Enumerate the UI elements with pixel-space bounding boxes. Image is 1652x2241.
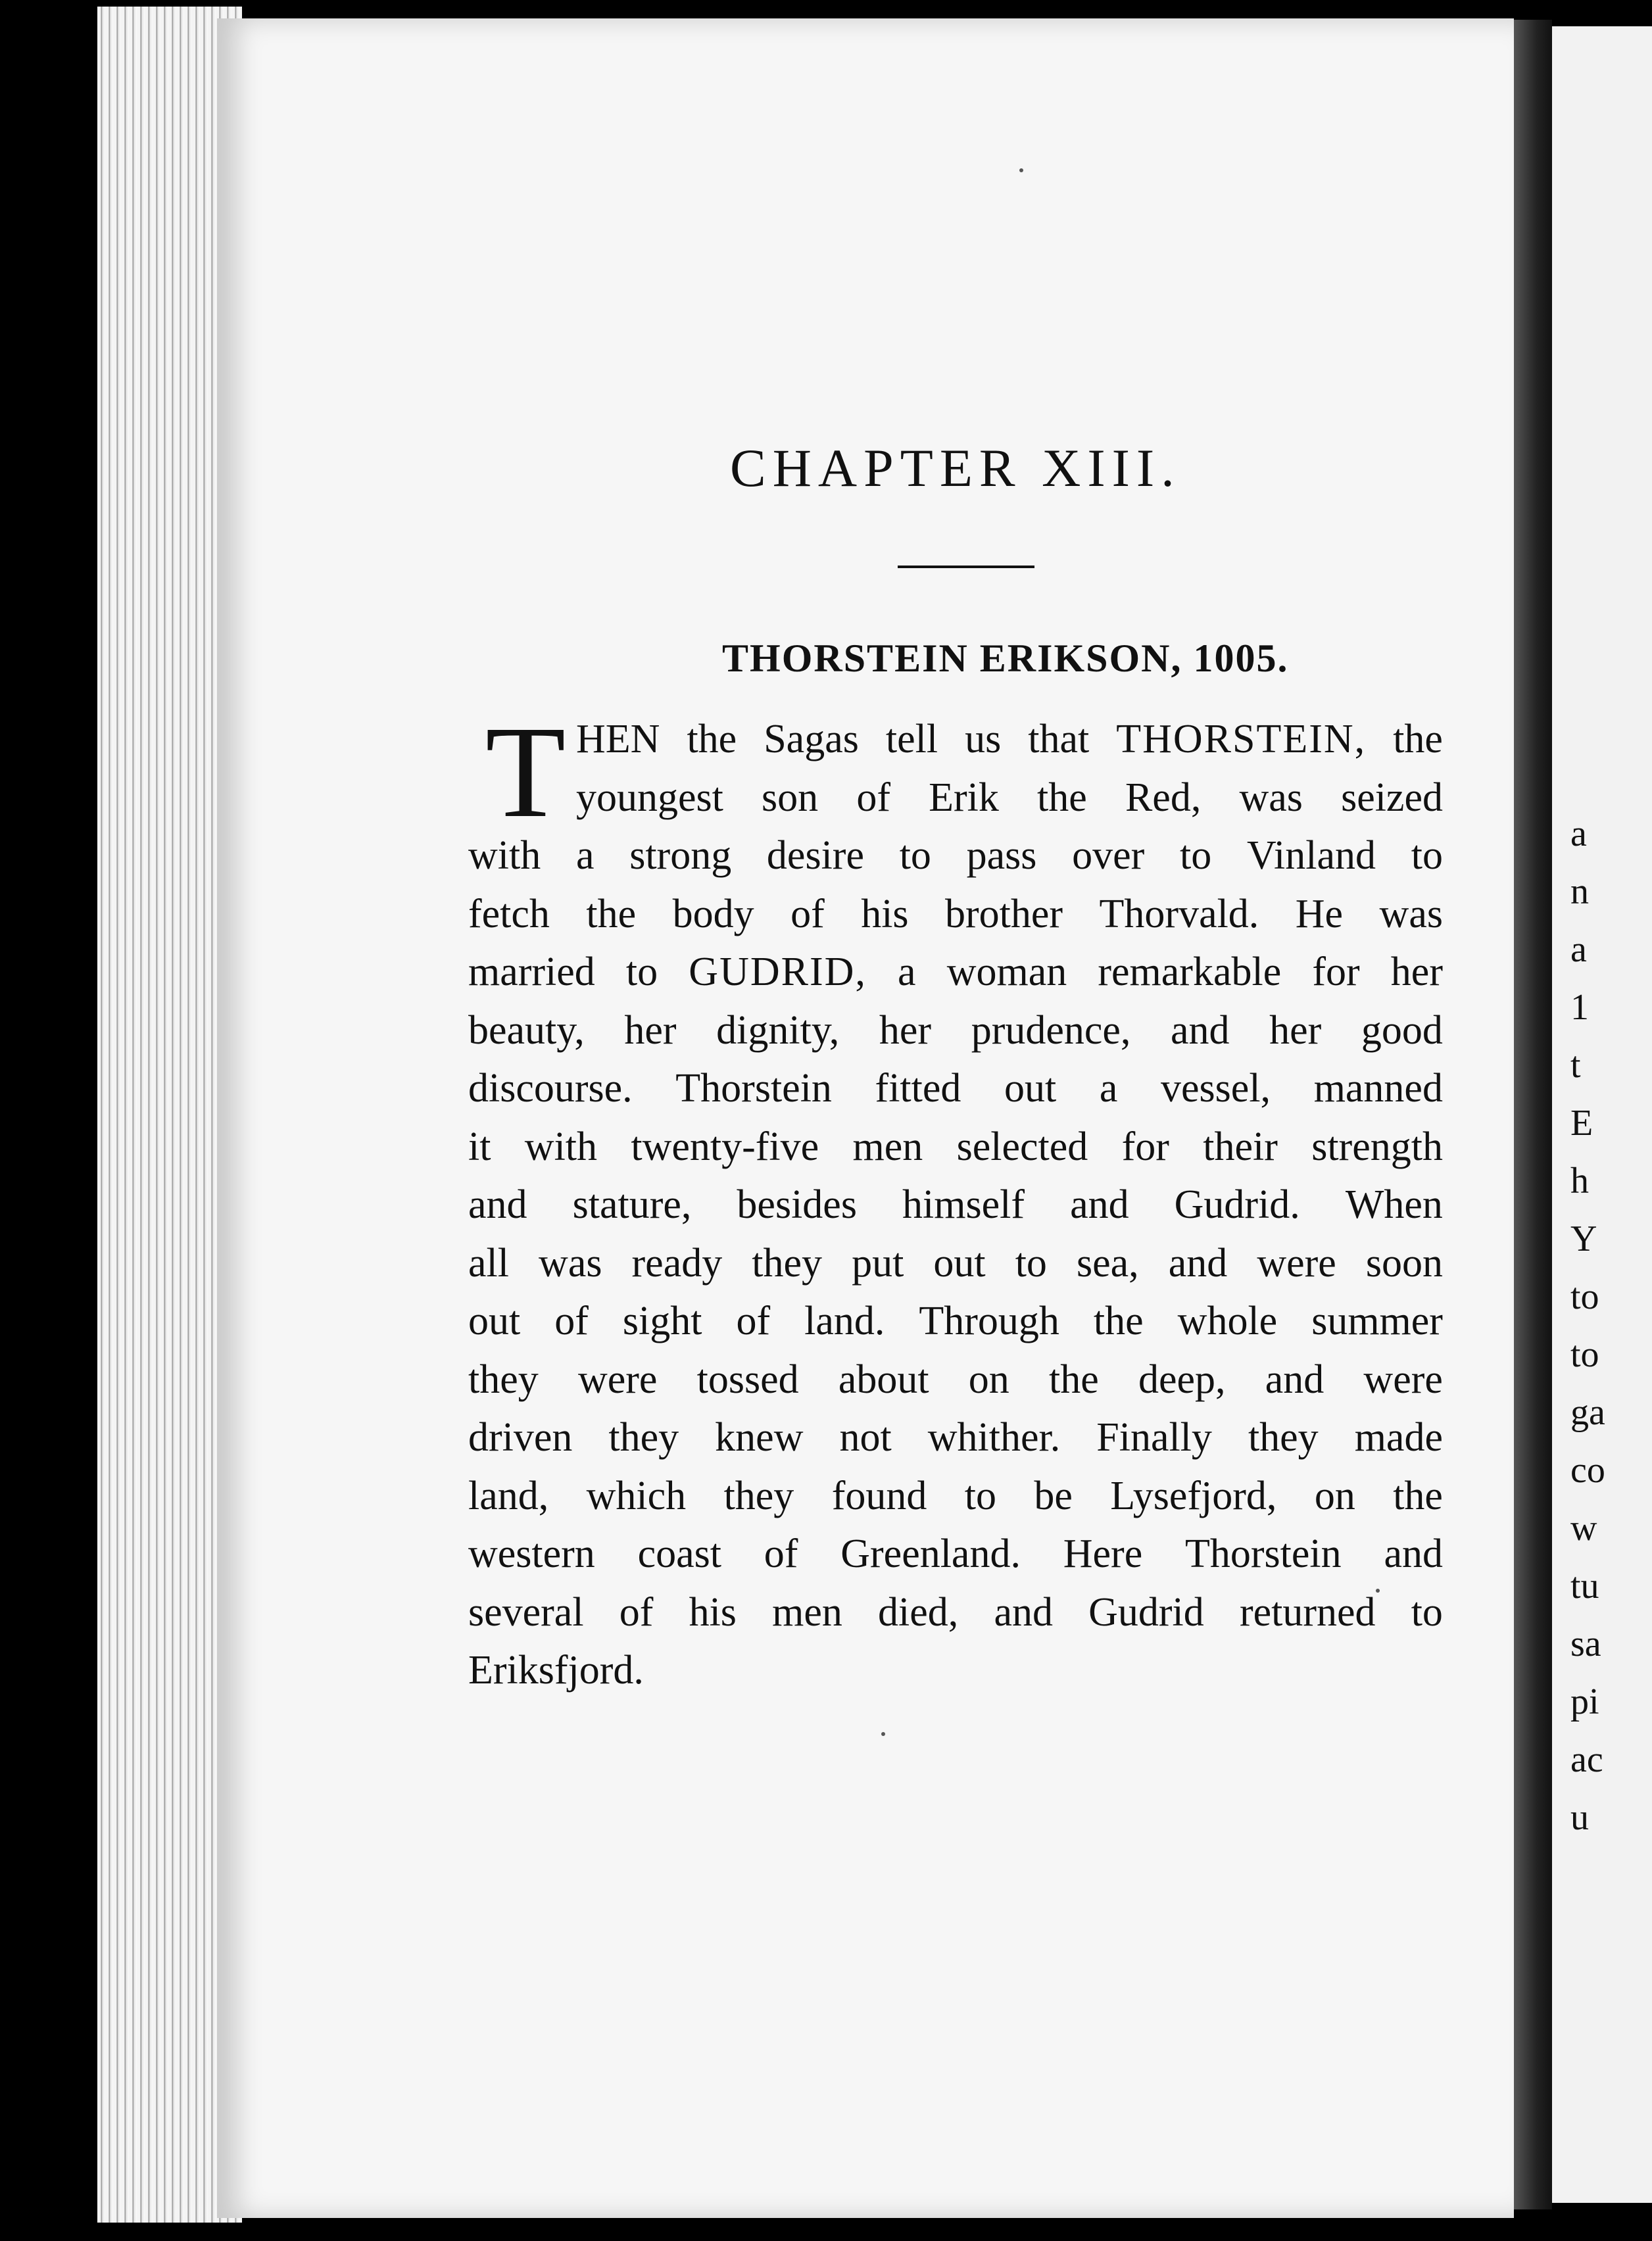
body-line: married to GUDRID, a woman remarkable for her [468,950,1443,994]
paper-speck [881,1732,885,1736]
body-line: beauty, her dignity, her prudence, and her good [468,1007,1443,1053]
facing-page-text: w [1570,1508,1597,1549]
facing-page-text: tu [1570,1566,1599,1606]
body-line: Eriksfjord. [468,1648,644,1693]
facing-page-text: sa [1570,1624,1601,1664]
body-line: driven they knew not whither. Finally they made [468,1415,1443,1460]
facing-page-text: pi [1570,1681,1599,1722]
body-line: fetch the body of his brother Thorvald. He was [468,891,1443,936]
facing-page-text: n [1570,871,1589,912]
body-line: discourse. Thorstein fitted out a vessel, manned [468,1066,1443,1111]
paper-speck [1019,168,1023,172]
body-line: they were tossed about on the deep, and were [468,1357,1443,1402]
facing-page-text: to [1570,1276,1599,1317]
facing-page-text: to [1570,1334,1599,1375]
facing-page-text: co [1570,1450,1605,1491]
body-line: out of sight of land. Through the whole summer [468,1299,1443,1343]
facing-page-text: u [1570,1797,1589,1838]
facing-page-text: E [1570,1103,1593,1144]
body-line: and stature, besides himself and Gudrid. When [468,1182,1443,1227]
facing-page-text: ac [1570,1739,1603,1780]
facing-page-text: ga [1570,1392,1605,1433]
body-paragraph [468,710,1443,1700]
body-line: it with twenty-five men selected for their strength [468,1124,1443,1169]
body-line: with a strong desire to pass over to Vinland to [468,833,1443,878]
body-line: all was ready they put out to sea, and were soon [468,1240,1443,1286]
facing-page-text: a [1570,813,1587,854]
body-line: HEN the Sagas tell us that THORSTEIN, the [576,717,1443,761]
facing-page-text: Y [1570,1218,1597,1259]
body-line: land, which they found to be Lysefjord, on the [468,1473,1443,1518]
body-line: youngest son of Erik the Red, was seized [576,775,1443,820]
book-gutter [1514,20,1552,2209]
facing-page-fragment [1552,26,1652,2203]
facing-page-text: t [1570,1045,1581,1086]
chapter-heading: CHAPTER XIII. [730,438,1181,498]
heading-rule [898,566,1034,568]
facing-page-text: h [1570,1161,1589,1201]
drop-cap: T [485,700,566,845]
body-line: western coast of Greenland. Here Thorstein and [468,1531,1443,1576]
facing-page-text: 1 [1570,987,1589,1028]
section-title: THORSTEIN ERIKSON, 1005. [722,637,1289,680]
facing-page-text: a [1570,929,1587,970]
body-line: several of his men died, and Gudrid returned to [468,1589,1443,1635]
